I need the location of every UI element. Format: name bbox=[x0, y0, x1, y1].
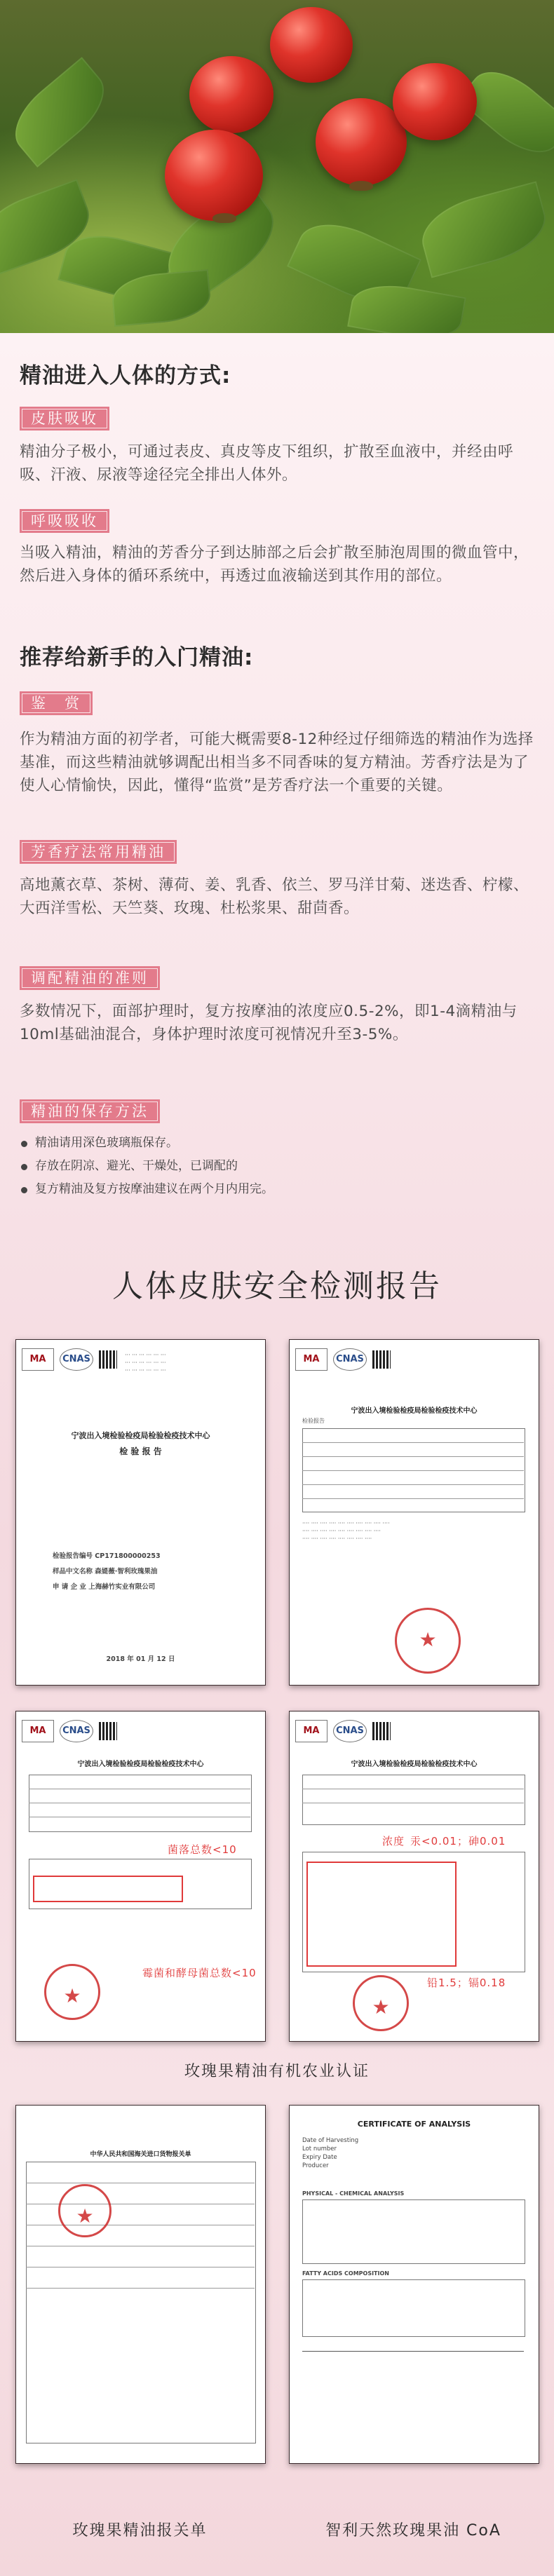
cnas-logo-icon: CNAS bbox=[333, 1348, 367, 1371]
text-common-oils: 高地薰衣草、茶树、薄荷、姜、乳香、依兰、罗马洋甘菊、迷迭香、柠檬、大西洋雪松、天竺葵、玫瑰、杜松浆果、甜茴香。 bbox=[20, 876, 529, 917]
qr-code-icon bbox=[372, 1722, 391, 1740]
doc-table bbox=[29, 1775, 252, 1832]
coa-meta-row: Lot number bbox=[302, 2145, 337, 2153]
doc-date: 2018 年 01 月 12 日 bbox=[106, 1655, 175, 1663]
coa-meta-list bbox=[302, 2136, 358, 2170]
official-seal-stamp bbox=[44, 1964, 100, 2020]
divider bbox=[26, 2288, 255, 2289]
tag-blending-rule: 调配精油的准则 bbox=[20, 966, 160, 990]
highlight-box bbox=[306, 1862, 457, 1967]
caption-coa: 智利天然玫瑰果油 CoA bbox=[325, 2522, 501, 2540]
note-concentration-label: 浓度 bbox=[382, 1835, 405, 1848]
section-title-beginner-oils: 推荐给新手的入门精油: bbox=[20, 645, 254, 670]
qr-code-icon bbox=[99, 1350, 117, 1369]
tag-breath-absorption: 呼吸吸收 bbox=[20, 509, 109, 533]
cnas-logo-icon: CNAS bbox=[60, 1720, 93, 1742]
qr-code-icon bbox=[99, 1722, 117, 1740]
note-mercury-arsenic: 汞<0.01；砷0.01 bbox=[410, 1835, 506, 1848]
divider bbox=[302, 1456, 524, 1457]
divider bbox=[302, 2351, 524, 2352]
coa-table-fatty-acids bbox=[302, 2279, 525, 2337]
highlight-box bbox=[33, 1876, 183, 1902]
coa-section-title: PHYSICAL - CHEMICAL ANALYSIS bbox=[302, 2190, 405, 2197]
text-skin-absorption: 精油分子极小，可通过表皮、真皮等皮下组织，扩散至血液中，并经由呼吸、汗液、尿液等途径完全排出人体外。 bbox=[20, 443, 514, 484]
cma-logo-icon: MA bbox=[295, 1720, 327, 1742]
doc-field: 申 请 企 业 上海赫竹实业有限公司 bbox=[53, 1583, 156, 1591]
doc-header: 宁波出入境检验检疫局检验检疫技术中心 bbox=[77, 1761, 204, 1768]
coa-section-title: FATTY ACIDS COMPOSITION bbox=[302, 2270, 389, 2277]
doc-subheader: 检验报告 bbox=[302, 1418, 325, 1424]
report-doc-page3 bbox=[15, 1711, 266, 2042]
doc-header: 宁波出入境检验检疫局检验检疫技术中心 bbox=[71, 1431, 210, 1440]
doc-body-text: ···· ···· ···· ···· ···· ···· ···· ···· ···· ···· ···· ···· ···· ···· ···· ···· ···· ···· ···· ···· ···· ···· ···· ···· ···· ···· ···· bbox=[302, 1520, 390, 1542]
note-lead-cadmium: 铅1.5；镉0.18 bbox=[427, 1977, 506, 1989]
coa-table-physical bbox=[302, 2199, 525, 2264]
doc-table bbox=[302, 1775, 525, 1825]
doc-field: 检验报告编号 CP171800000253 bbox=[53, 1552, 161, 1560]
official-seal-stamp bbox=[353, 1975, 409, 2031]
doc-header: 中华人民共和国海关进口货物报关单 bbox=[90, 2151, 191, 2158]
text-breath-absorption: 当吸入精油，精油的芳香分子到达肺部之后会扩散至肺泡周围的微血管中，然后进入身体的循环系统中，再透过血液输送到其作用的部位。 bbox=[20, 544, 529, 585]
divider bbox=[302, 1484, 524, 1485]
cma-logo-icon: MA bbox=[22, 1720, 54, 1742]
doc-logos bbox=[295, 1720, 391, 1742]
coa-meta-row: Expiry Date bbox=[302, 2154, 337, 2161]
doc-logos bbox=[295, 1348, 391, 1371]
report-doc-cover bbox=[15, 1339, 266, 1686]
hero-rosehip-photo bbox=[0, 0, 554, 333]
official-seal-stamp bbox=[395, 1608, 461, 1674]
section-title-absorption: 精油进入人体的方式: bbox=[20, 363, 231, 388]
doc-field: 样品中文名称 森媞薇·智利玫瑰果油 bbox=[53, 1568, 158, 1575]
note-mold: 霉菌和酵母菌总数<10 bbox=[142, 1967, 257, 1979]
coa-meta-row: Date of Harvesting bbox=[302, 2137, 359, 2144]
customs-declaration-doc bbox=[15, 2105, 266, 2464]
tag-appreciation: 鉴 赏 bbox=[20, 691, 93, 715]
note-bacteria: 菌落总数<10 bbox=[168, 1843, 237, 1856]
divider bbox=[302, 1470, 524, 1471]
tag-common-oils: 芳香疗法常用精油 bbox=[20, 840, 177, 864]
doc-logos bbox=[22, 1348, 117, 1371]
coa-doc bbox=[289, 2105, 539, 2464]
caption-organic-cert: 玫瑰果精油有机农业认证 bbox=[184, 2063, 370, 2080]
doc-field-list bbox=[53, 1549, 161, 1595]
doc-logos bbox=[22, 1720, 117, 1742]
cma-logo-icon: MA bbox=[22, 1348, 54, 1371]
doc-header: CERTIFICATE OF ANALYSIS bbox=[357, 2120, 471, 2129]
divider bbox=[302, 1442, 524, 1443]
doc-header: 宁波出入境检验检疫局检验检疫技术中心 bbox=[351, 1761, 478, 1768]
caption-customs: 玫瑰果精油报关单 bbox=[72, 2522, 208, 2540]
text-appreciation: 作为精油方面的初学者，可能大概需要8-12种经过仔细筛选的精油作为选择基准，而这些精油就够调配出相当多不同香味的复方精油。芳香疗法是为了使人心情愉快，因此，懂得“监赏”是芳香疗法一个重要的关键。 bbox=[20, 731, 534, 794]
cnas-logo-icon: CNAS bbox=[60, 1348, 93, 1371]
doc-subheader: 检 验 报 告 bbox=[119, 1446, 162, 1456]
doc-header: 宁波出入境检验检疫局检验检疫技术中心 bbox=[351, 1407, 478, 1415]
coa-meta-row: Producer bbox=[302, 2162, 329, 2169]
list-item: 存放在阴凉、避光、干燥处，已调配的 bbox=[20, 1155, 534, 1178]
divider bbox=[302, 1498, 524, 1499]
tag-storage: 精油的保存方法 bbox=[20, 1099, 160, 1123]
report-doc-page2 bbox=[289, 1339, 539, 1686]
list-item: 复方精油及复方按摩油建议在两个月内用完。 bbox=[20, 1178, 534, 1201]
doc-small-text: ··· ··· ··· ··· ··· ··· ··· ··· ··· ··· ··· ··· ··· ··· ··· ··· ··· ··· bbox=[125, 1352, 166, 1374]
text-blending-rule: 多数情况下，面部护理时，复方按摩油的浓度应0.5-2%，即1-4滴精油与10ml基础油混合，身体护理时浓度可视情况升至3-5%。 bbox=[20, 1003, 518, 1043]
cma-logo-icon: MA bbox=[295, 1348, 327, 1371]
report-title: 人体皮肤安全检测报告 bbox=[112, 1268, 442, 1304]
official-seal-stamp bbox=[58, 2184, 112, 2237]
tag-skin-absorption: 皮肤吸收 bbox=[20, 407, 109, 431]
qr-code-icon bbox=[372, 1350, 391, 1369]
list-item: 精油请用深色玻璃瓶保存。 bbox=[20, 1132, 534, 1155]
storage-list bbox=[20, 1132, 534, 1201]
report-doc-page4 bbox=[289, 1711, 539, 2042]
cnas-logo-icon: CNAS bbox=[333, 1720, 367, 1742]
